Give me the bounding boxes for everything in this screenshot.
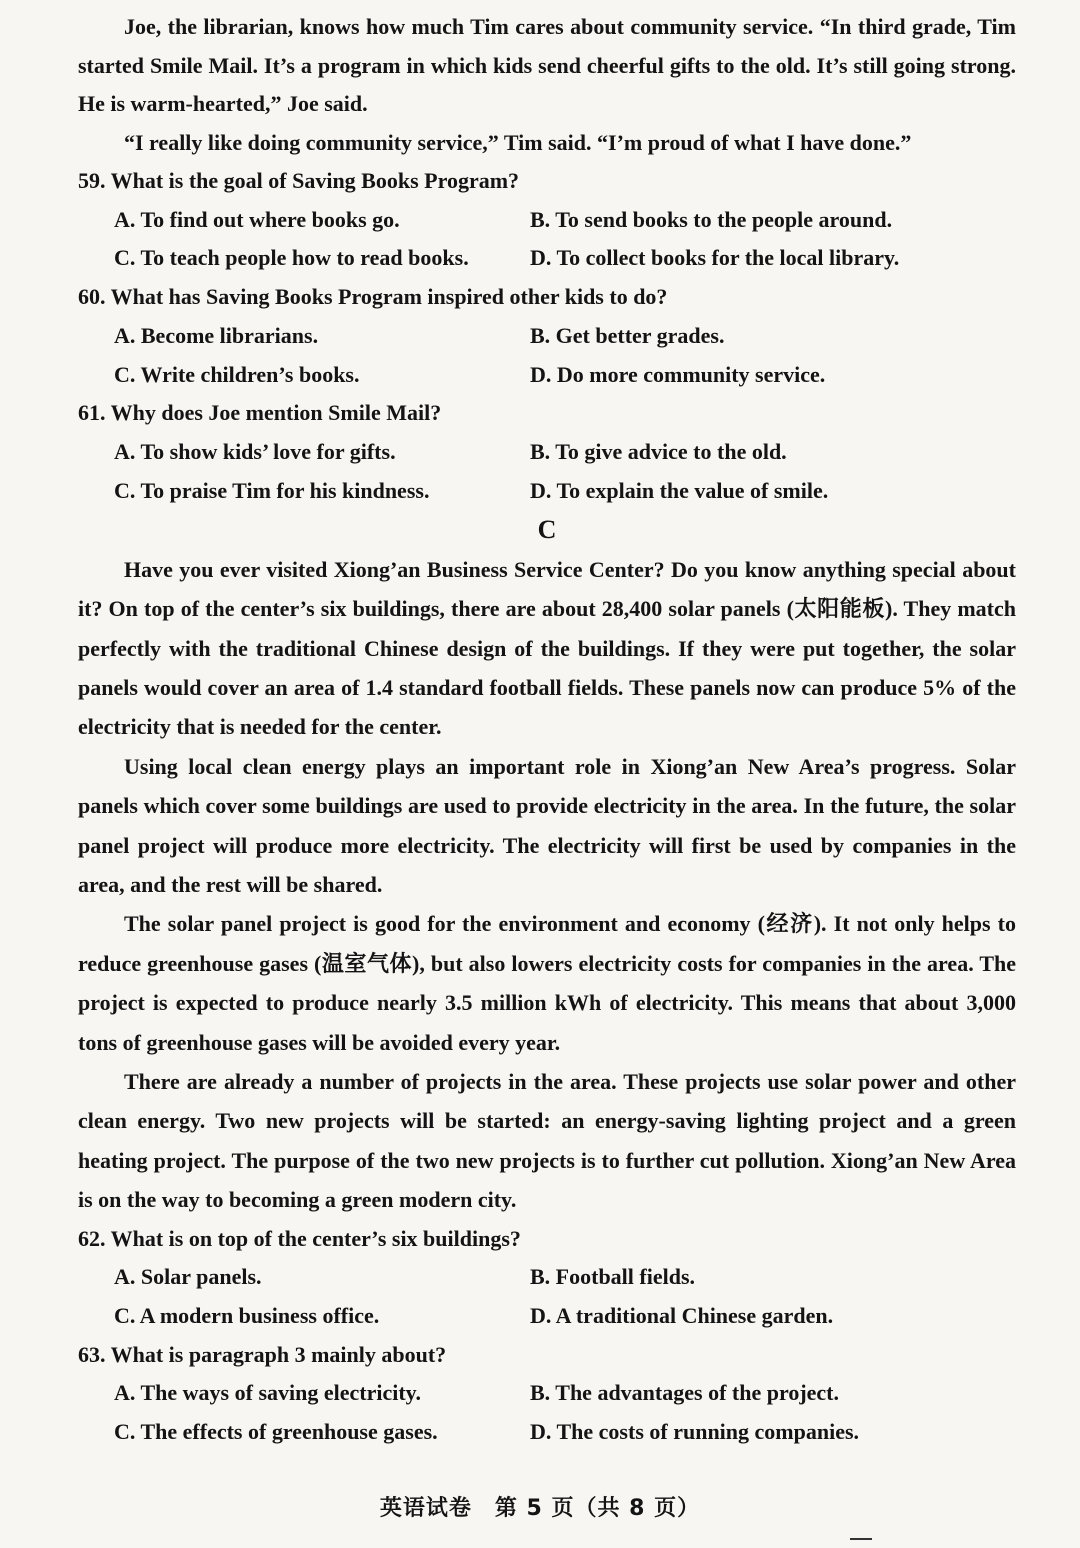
option-list [78, 1374, 1016, 1451]
question-63 [78, 1336, 1016, 1452]
question-stem: 62. What is on top of the center’s six buildings? [78, 1225, 521, 1251]
passage-paragraph: Using local clean energy plays an important role in Xiong’an New Area’s progress. Solar panels which cover some buildings are used to provide electricity in the area. In the future, the solar panel project will produce more electricity. The electricity will first be used by companies in the area, and the rest will be shared. [78, 753, 1016, 897]
option-b: B. The advantages of the project. [530, 1380, 840, 1406]
option-c: C. A modern business office. [114, 1303, 380, 1329]
option-d: D. Do more community service. [530, 361, 826, 387]
option-list [78, 201, 1016, 278]
passage-paragraph: The solar panel project is good for the environment and economy (经济). It not only helps to reduce greenhouse gases (温室气体), but also lowers electricity costs for companies in the area. The project is expected to produce nearly 3.5 million kWh of electricity. This means that about 3,000 tons of greenhouse gases will be avoided every year. [78, 911, 1016, 1055]
section-c [78, 510, 1016, 1219]
option-list [78, 433, 1016, 510]
question-62 [78, 1220, 1016, 1336]
question-stem: 63. What is paragraph 3 mainly about? [78, 1341, 447, 1367]
option-a: A. Solar panels. [114, 1264, 262, 1290]
passage-paragraph: Have you ever visited Xiong’an Business Service Center? Do you know anything special about it? On top of the center’s six buildings, there are about 28,400 solar panels (太阳能板). They match perfectly with the traditional Chinese design of the buildings. If they were put together, the solar panels would cover an area of 1.4 standard football fields. These panels now can produce 5% of the electricity that is needed for the center. [78, 556, 1016, 740]
option-a: A. The ways of saving electricity. [114, 1380, 421, 1406]
option-d: D. To collect books for the local library. [530, 245, 900, 271]
footer-mark [850, 1538, 872, 1540]
passage-paragraph: There are already a number of projects in the area. These projects use solar power and other clean energy. Two new projects will be started: an energy-saving lighting project and a green heating project. The purpose of the two new projects is to further cut pollution. Xiong’an New Area is on the way to becoming a green modern city. [78, 1069, 1016, 1213]
page-footer: 英语试卷 第 5 页（共 8 页） [379, 1496, 701, 1521]
option-d: D. To explain the value of smile. [530, 477, 829, 503]
page-content [78, 8, 1016, 1452]
option-c: C. To teach people how to read books. [114, 245, 469, 271]
question-59 [78, 162, 1016, 278]
option-a: A. To show kids’ love for gifts. [114, 438, 396, 464]
option-b: B. To give advice to the old. [530, 438, 787, 464]
passage-paragraph: “I really like doing community service,” Tim said. “I’m proud of what I have done.” [124, 129, 912, 155]
option-b: B. Football fields. [530, 1264, 696, 1290]
question-stem: 59. What is the goal of Saving Books Program? [78, 168, 520, 193]
option-d: D. A traditional Chinese garden. [530, 1303, 834, 1329]
question-stem: 61. Why does Joe mention Smile Mail? [78, 400, 442, 426]
option-c: C. The effects of greenhouse gases. [114, 1419, 438, 1445]
option-a: A. Become librarians. [114, 322, 319, 348]
option-c: C. Write children’s books. [114, 361, 360, 387]
passage-paragraph: Joe, the librarian, knows how much Tim cares about community service. “In third grade, Tim started Smile Mail. It’s a program in which kids send cheerful gifts to the old. It’s still going strong. He is warm-hearted,” Joe said. [78, 14, 1016, 116]
section-heading: C [537, 515, 557, 545]
option-b: B. Get better grades. [530, 322, 725, 348]
option-b: B. To send books to the people around. [530, 206, 893, 232]
question-stem: 60. What has Saving Books Program inspired other kids to do? [78, 284, 668, 310]
option-d: D. The costs of running companies. [530, 1419, 860, 1445]
question-60 [78, 278, 1016, 394]
question-61 [78, 394, 1016, 510]
option-list [78, 1258, 1016, 1335]
option-list [78, 317, 1016, 394]
option-a: A. To find out where books go. [114, 206, 400, 232]
option-c: C. To praise Tim for his kindness. [114, 477, 430, 503]
